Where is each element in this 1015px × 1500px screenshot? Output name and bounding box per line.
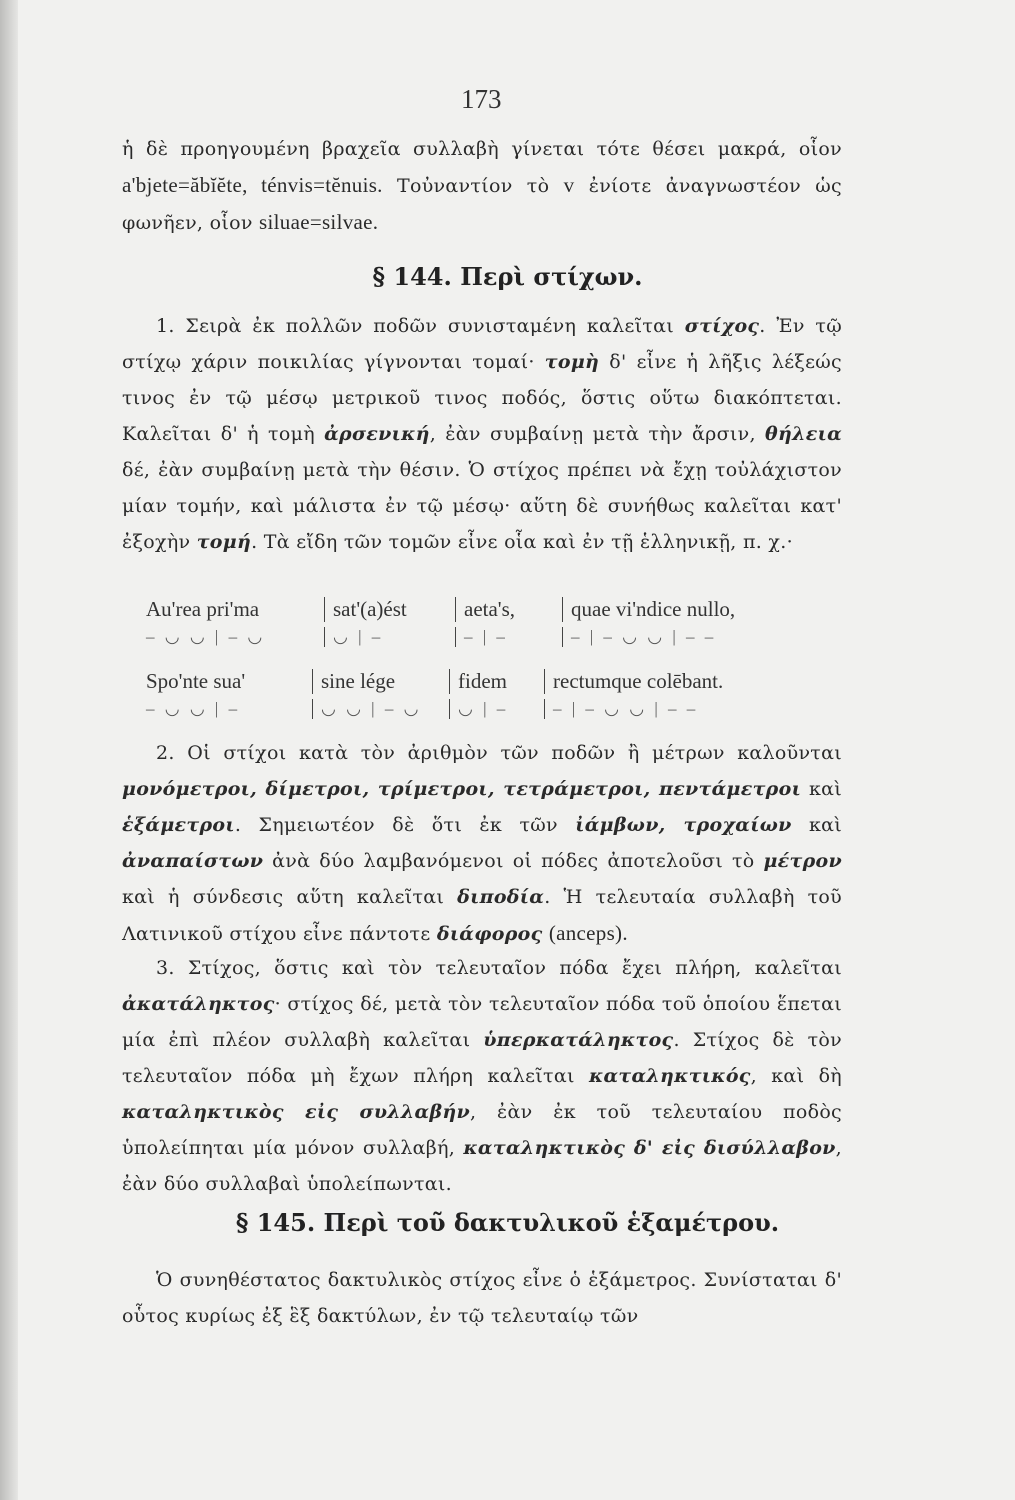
section-144-paragraph-1: 1. Σειρὰ ἐκ πολλῶν ποδῶν συνισταμένη καλεῖται στίχος. Ἐν τῷ στίχῳ χάριν ποικιλίας γίγνονται τομαί· τομὴ δ' εἶνε ἡ λῆξις λέξεώς τινος ἐν τῷ μέσῳ μετρικοῦ τινος ποδός, ὅστις οὕτω διακόπτεται. Καλεῖται δ' ἡ τομὴ ἀρσενική, ἐὰν συμβαίνῃ μετὰ τὴν ἄρσιν, θήλεια δέ, ἐὰν συμβαίνῃ μετὰ τὴν θέσιν. Ὁ στίχος πρέπει νὰ ἔχῃ τοὐλάχιστον μίαν τομήν, καὶ μάλιστα ἐν τῷ μέσῳ· αὕτη δὲ συνήθως καλεῖται κατ' ἐξοχὴν τομή. Τὰ εἴδη τῶν τομῶν εἶνε οἷα καὶ ἐν τῇ ἑλληνικῇ, π. χ.· [122,315,843,553]
verse-line: Au'rea pri'ma sat'(a)ést aeta's, quae vi'ndice nullo, [140,594,830,624]
section-144-paragraph-2: 2. Οἱ στίχοι κατὰ τὸν ἀριθμὸν τῶν ποδῶν ἢ μέτρων καλοῦνται μονόμετροι, δίμετροι, τρίμετροι, τετράμετροι, πεντάμετροι καὶ ἑξάμετροι. Σημειωτέον δὲ ὅτι ἐκ τῶν ἰάμβων, τροχαίων καὶ ἀναπαίστων ἀνὰ δύο λαμβανόμενοι οἱ πόδες ἀποτελοῦσι τὸ μέτρον καὶ ἡ σύνδεσις αὕτη καλεῖται διποδία. Ἡ τελευταία συλλαβὴ τοῦ Λατινικοῦ στίχου εἶνε πάντοτε διάφορος (anceps). [122,742,843,945]
intro-paragraph: ἡ δὲ προηγουμένη βραχεῖα συλλαβὴ γίνεται τότε θέσει μακρά, οἷον a'bjete=ăbĭĕte, ténvis=tĕnuis. Τοὐναντίον τὸ v ἐνίοτε ἀναγνωστέον ὡς φωνῆεν, οἷον siluae=silvae. [122,138,842,234]
meter-marks: – ◡ ◡ | – ◡ ◡ | – – | – – | – ◡ ◡ | – – [140,624,830,650]
section-144-heading: § 144. Περὶ στίχων. [372,262,643,291]
scansion-verse-2 [140,666,830,722]
verse-line: Spo'nte sua' sine lége fidem rectumque colēbant. [140,666,830,696]
section-144-paragraph-3: 3. Στίχος, ὅστις καὶ τὸν τελευταῖον πόδα ἔχει πλήρη, καλεῖται ἀκατάληκτος· στίχος δέ, μετὰ τὸν τελευταῖον πόδα τοῦ ὁποίου ἕπεται μία ἐπὶ πλέον συλλαβὴ καλεῖται ὑπερκατάληκτος. Στίχος δὲ τὸν τελευταῖον πόδα μὴ ἔχων πλήρη καλεῖται καταληκτικός, καὶ δὴ καταληκτικὸς εἰς συλλαβήν, ἐὰν ἐκ τοῦ τελευταίου ποδὸς ὑπολείπηται μία μόνον συλλαβή, καταληκτικὸς δ' εἰς δισύλλαβον, ἐὰν δύο συλλαβαὶ ὑπολείπωνται. [122,957,843,1195]
meter-marks: – ◡ ◡ | – ◡ ◡ | – ◡ ◡ | – – | – ◡ ◡ | – – [140,696,830,722]
scansion-verse-1 [140,594,830,650]
page-number: 173 [461,84,502,114]
section-145-paragraph-1: Ὁ συνηθέστατος δακτυλικὸς στίχος εἶνε ὁ ἑξάμετρος. Συνίσταται δ' οὗτος κυρίως ἐξ ἓξ δακτύλων, ἐν τῷ τελευταίῳ τῶν [122,1269,842,1327]
page-edge-shadow [0,0,18,1500]
section-145-heading: § 145. Περὶ τοῦ δακτυλικοῦ ἑξαμέτρου. [235,1208,780,1237]
